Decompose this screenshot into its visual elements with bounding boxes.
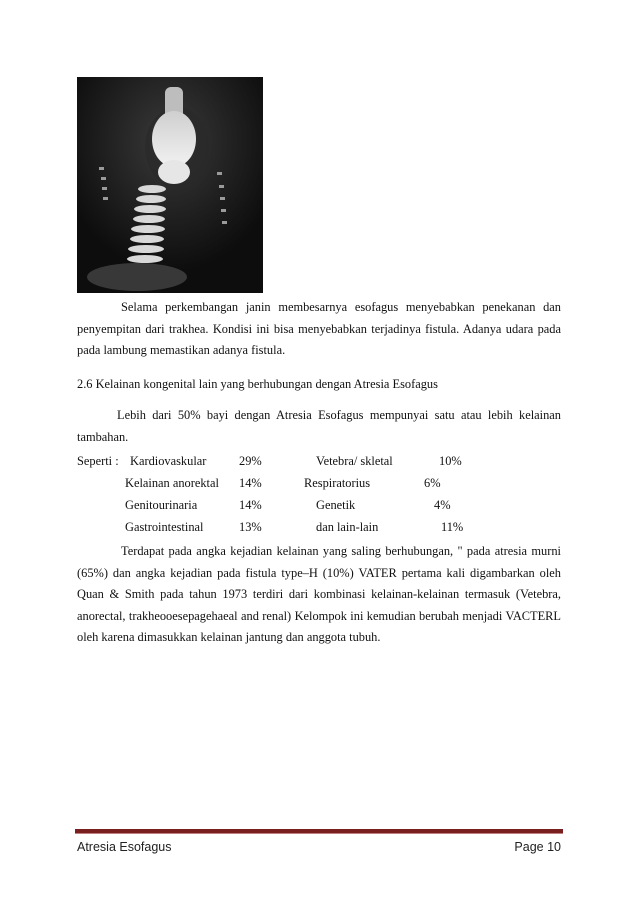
anomaly-percent: 4% xyxy=(434,498,451,512)
anomaly-name: Kelainan anorektal xyxy=(125,476,219,490)
anomaly-name: Gastrointestinal xyxy=(125,520,204,534)
anomaly-name: Respiratorius xyxy=(304,476,371,490)
paragraph-vacterl: Terdapat pada angka kejadian kelainan yang saling berhubungan, " pada atresia murni (65%) dan angka kejadian pada fistula type–H (10%) VATER pertama kali digambarkan oleh Quan & Smith pada tahun 1973 terdiri dari kombinasi kelainan-kelainan termasuk (Vetebra, anorectal, trakheooesepagehaeal and renal) Kelompok ini kemudian berubah menjadi VACTERL oleh karena dimasukkan kelainan jantung dan anggota tubuh. xyxy=(77,544,561,644)
section-heading: 2.6 Kelainan kongenital lain yang berhubungan dengan Atresia Esofagus xyxy=(77,377,438,391)
page-number: Page 10 xyxy=(514,840,561,854)
anomaly-percent: 10% xyxy=(439,454,462,468)
paragraph-esophagus-development: Selama perkembangan janin membesarnya esofagus menyebabkan penekanan dan penyempitan dari trakhea. Kondisi ini bisa menyebabkan terjadinya fistula. Adanya udara pada pada lambung memastikan adanya fistula. xyxy=(77,300,561,357)
anomaly-percent: 29% xyxy=(239,454,262,468)
anomaly-name: Kardiovaskular xyxy=(130,454,207,468)
anomaly-name: dan lain-lain xyxy=(316,520,379,534)
paragraph-additional-anomalies: Lebih dari 50% bayi dengan Atresia Esofagus mempunyai satu atau lebih kelainan tambahan. xyxy=(77,408,561,444)
anomaly-name: Genetik xyxy=(316,498,356,512)
xray-image xyxy=(77,77,263,293)
anomaly-percent: 14% xyxy=(239,498,262,512)
anomaly-name: Genitourinaria xyxy=(125,498,198,512)
anomaly-percent: 6% xyxy=(424,476,441,490)
list-prefix: Seperti : xyxy=(77,454,119,468)
anomaly-percent: 13% xyxy=(239,520,262,534)
anomaly-name: Vetebra/ skletal xyxy=(316,454,393,468)
footer-title: Atresia Esofagus xyxy=(77,840,172,854)
anomaly-percent: 11% xyxy=(441,520,464,534)
anomaly-percent: 14% xyxy=(239,476,262,490)
footer-divider xyxy=(75,829,563,834)
